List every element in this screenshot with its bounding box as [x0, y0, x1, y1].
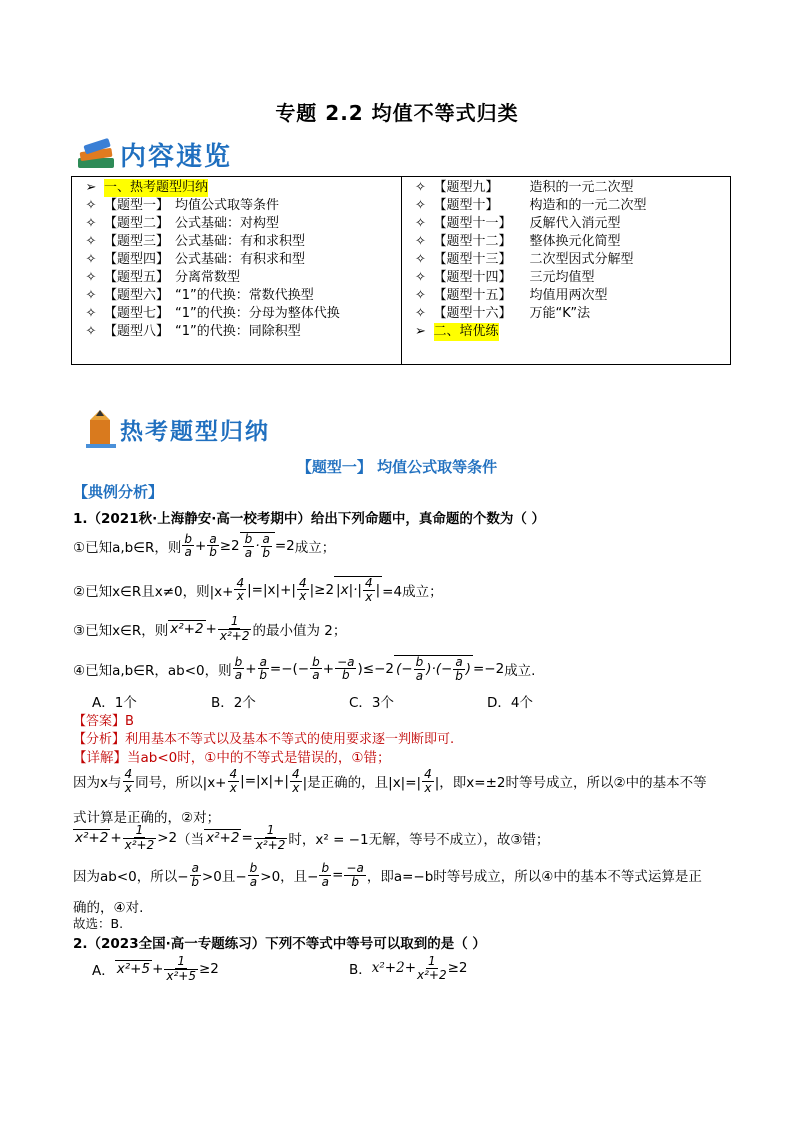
detail-line-1: 【详解】当ab<0时，①中的不等式是错误的，①错；	[73, 750, 391, 766]
detail-line-5: 因为ab<0，所以− $\frac{a}{b}$ >0且− $\frac{b}{a}$ >0，且− $\frac{b}{a}$ = $\frac{-a}{b}$ ，即a=−b时等号成立，所以④中的基本不等式运算是正	[73, 861, 702, 889]
toc-item[interactable]: ✧ 【题型九】 造积的一元二次型	[415, 180, 634, 195]
toc-item[interactable]: ✧ 【题型十三】 二次型因式分解型	[415, 252, 634, 267]
q2-option-b[interactable]: B． x²+2+ $\frac{1}{\text{x²+2}}$ ≥2	[349, 954, 468, 982]
q1-stem: 1.（2021秋·上海静安·高一校考期中）给出下列命题中，真命题的个数为（ ）	[73, 511, 546, 527]
toc-right-column	[401, 177, 731, 364]
toc-item[interactable]: ✧ 【题型八】 “1”的代换：同除积型	[85, 324, 301, 339]
toc-item[interactable]: ✧ 【题型十一】 反解代入消元型	[415, 216, 621, 231]
detail-line-3: 式计算是正确的，②对；	[73, 810, 221, 826]
toc-item[interactable]: ✧ 【题型十五】 均值用两次型	[415, 288, 608, 303]
detail-line-4: x²+2 + $\frac{1}{\text{x²+2}}$ >2 （当 x²+2 = $\frac{1}{\text{x²+2}}$ 时，x² = −1无解，等号不成立），故③错；	[75, 823, 550, 852]
toc-item[interactable]: ✧ 【题型二】 公式基础：对构型	[85, 216, 280, 231]
detail-line-6: 确的，④对.	[73, 900, 144, 916]
q1-statement-3: ③已知x∈R，则 x²+2 + $\frac{1}{\text{x²+2}}$ 的最小值为 2；	[73, 614, 347, 643]
q2-stem: 2.（2023全国·高一专题练习）下列不等式中等号可以取到的是（ ）	[73, 936, 486, 952]
toc-item[interactable]: ✧ 【题型一】 均值公式取等条件	[85, 198, 280, 213]
toc-item[interactable]: ✧ 【题型六】 “1”的代换：常数代换型	[85, 288, 314, 303]
toc-item[interactable]: ✧ 【题型七】 “1”的代换：分母为整体代换	[85, 306, 340, 321]
toc-item[interactable]: ✧ 【题型十】 构造和的一元二次型	[415, 198, 647, 213]
q1-statement-4: ④已知a,b∈R，ab<0，则 $\frac{b}{a}$ + $\frac{a}{b}$ =−(− $\frac{b}{a}$ + $\frac{-a}{b}$ )≤−2 (− $\frac{b}{a}$ )·(− $\frac{a}{b}$ ) =−2 成立.	[73, 654, 536, 683]
q1-statement-2: ②已知x∈R且x≠0，则|x+ $\frac{4}{x}$ |=|x|+| $\frac{4}{x}$ |≥2 |x|·| $\frac{4}{x}$ | =4成立；	[73, 575, 443, 604]
toc-table	[71, 176, 731, 365]
example-tag: 【典例分析】	[73, 483, 164, 501]
toc-item[interactable]: ✧ 【题型十四】 三元均值型	[415, 270, 595, 285]
toc-item[interactable]: ✧ 【题型五】 分离常数型	[85, 270, 241, 285]
detail-line-2: 因为x与 $\frac{4}{x}$ 同号，所以|x+ $\frac{4}{x}$ |=|x|+| $\frac{4}{x}$ |是正确的，且|x|=| $\frac{4}{x}$ |，即x=±2时等号成立，所以②中的基本不等	[73, 767, 707, 795]
toc-item[interactable]: ✧ 【题型十六】 万能“K”法	[415, 306, 591, 321]
option-c[interactable]: C．3个	[349, 695, 395, 711]
toc-item[interactable]: ✧ 【题型四】 公式基础：有积求和型	[85, 252, 306, 267]
hot-title: 热考题型归纳	[120, 418, 270, 445]
overview-banner	[74, 136, 232, 173]
choose-line: 故选：B.	[73, 916, 124, 931]
toc-item[interactable]: ✧ 【题型三】 公式基础：有和求积型	[85, 234, 306, 249]
option-a[interactable]: A．1个	[92, 695, 137, 711]
toc-item[interactable]: ➢ 二、培优练	[415, 324, 499, 339]
hot-banner	[80, 408, 270, 450]
books-icon	[74, 138, 120, 172]
analysis-line: 【分析】利用基本不等式以及基本不等式的使用要求逐一判断即可.	[73, 732, 455, 747]
section-title: 【题型一】 均值公式取等条件	[296, 458, 498, 476]
option-d[interactable]: D．4个	[487, 695, 533, 711]
answer-line: 【答案】B	[73, 714, 134, 729]
overview-title: 内容速览	[120, 142, 233, 172]
option-b[interactable]: B．2个	[211, 695, 256, 711]
toc-left-column	[72, 177, 401, 364]
sqrt-expression: $\frac{b}{a}$ · $\frac{a}{b}$	[240, 532, 275, 559]
toc-item[interactable]: ➢ 一、热考题型归纳	[85, 180, 209, 195]
toc-item[interactable]: ✧ 【题型十二】 整体换元化简型	[415, 234, 621, 249]
q1-statement-1: ①已知a,b∈R，则 $\frac{b}{a}$ + $\frac{a}{b}$ ≥2 $\frac{b}{a}$ · $\frac{a}{b}$ =2 成立；	[73, 531, 336, 560]
q2-option-a[interactable]: A． x²+5 + $\frac{1}{\text{x²+5}}$ ≥2	[92, 954, 219, 983]
pencil-icon	[80, 408, 120, 450]
page-title: 专题 2.2 均值不等式归类	[275, 101, 519, 125]
